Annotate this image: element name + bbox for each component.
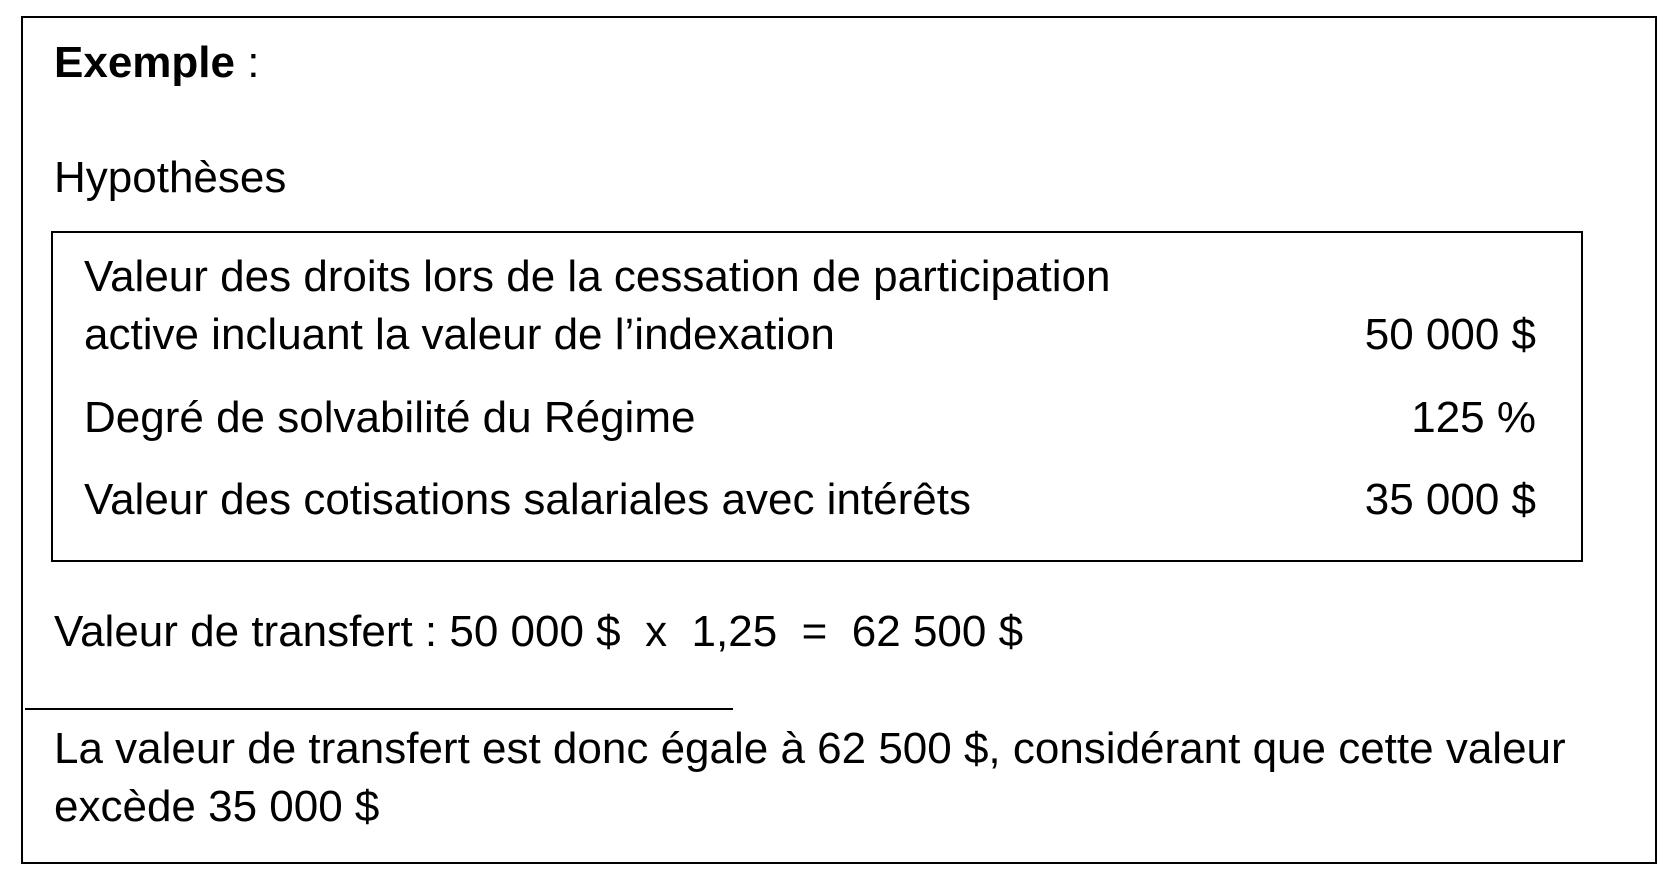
transfer-value-calculation: Valeur de transfert : 50 000 $ x 1,25 = 62 500 $ <box>54 607 1024 656</box>
hypothesis-value-contributions: 35 000 $ <box>1364 475 1536 524</box>
hypothesis-label-solvency: Degré de solvabilité du Régime <box>84 393 696 442</box>
conclusion-text: La valeur de transfert est donc égale à 62 500 $, considérant que cette valeur excède 35 000 $ <box>54 724 1566 831</box>
hypothesis-label-rights-value-line1: Valeur des droits lors de la cessation de participation <box>84 252 1111 301</box>
example-title-bold: Exemple <box>54 38 235 87</box>
hypotheses-label: Hypothèses <box>54 153 287 202</box>
hypothesis-value-solvency: 125 % <box>1411 393 1536 442</box>
separator-rule <box>25 708 733 710</box>
hypothesis-value-rights: 50 000 $ <box>1364 310 1536 359</box>
hypothesis-label-rights-value-line2: active incluant la valeur de l’indexation <box>84 310 835 359</box>
hypothesis-label-contributions: Valeur des cotisations salariales avec intérêts <box>84 475 971 524</box>
example-title-suffix: : <box>234 38 260 87</box>
example-title <box>54 35 259 91</box>
